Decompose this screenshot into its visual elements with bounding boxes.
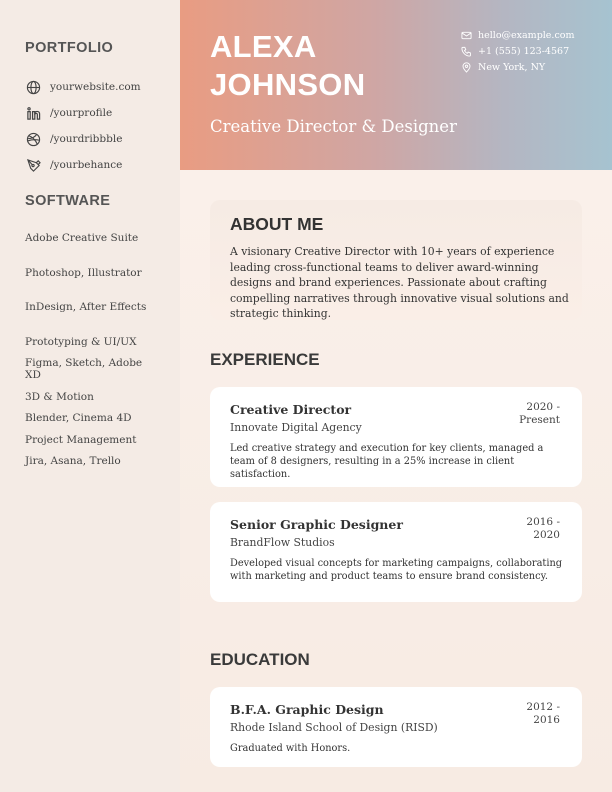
software-heading: SOFTWARE: [25, 193, 111, 209]
experience-title: EXPERIENCE: [210, 350, 320, 369]
education-title: EDUCATION: [210, 650, 310, 669]
company-name: Innovate Digital Agency: [230, 421, 362, 434]
portfolio-link-website[interactable]: [25, 79, 141, 95]
globe-icon: [25, 79, 41, 95]
software-item: Blender, Cinema 4D: [25, 412, 132, 424]
portfolio-link-text: yourwebsite.com: [50, 81, 141, 93]
education-dates: 2012 - 2016: [526, 701, 560, 726]
job-dates: 2020 - Present: [519, 401, 560, 426]
education-card: [210, 687, 582, 767]
software-item: Adobe Creative Suite: [25, 232, 139, 244]
software-item: Prototyping & UI/UX: [25, 336, 137, 348]
portfolio-link-text: /yourprofile: [50, 107, 113, 119]
software-item: InDesign, After Effects: [25, 301, 147, 313]
about-title: ABOUT ME: [230, 214, 324, 234]
candidate-name: ALEXA JOHNSON: [210, 29, 366, 102]
contact-email[interactable]: [460, 28, 575, 42]
phone-icon: [460, 45, 472, 57]
job-description: Developed visual concepts for marketing campaigns, collaborating with marketing and product teams to ensure brand consistency.: [230, 558, 563, 582]
software-item: Photoshop, Illustrator: [25, 267, 142, 279]
degree-title: B.F.A. Graphic Design: [230, 702, 384, 717]
software-item: Figma, Sketch, Adobe XD: [25, 357, 143, 381]
job-dates: 2016 - 2020: [526, 516, 560, 541]
contact-phone[interactable]: [460, 44, 569, 58]
location-pin-icon: [460, 61, 472, 73]
experience-card: [210, 502, 582, 602]
dribbble-icon: [25, 131, 41, 147]
portfolio-link-behance[interactable]: [25, 157, 122, 173]
portfolio-link-text: /yourdribbble: [50, 133, 123, 145]
contact-text: hello@example.com: [478, 29, 575, 41]
school-name: Rhode Island School of Design (RISD): [230, 721, 438, 734]
mail-icon: [460, 29, 472, 41]
job-title: Creative Director: [230, 402, 352, 417]
behance-pen-icon: [25, 157, 41, 173]
job-description: Led creative strategy and execution for key clients, managed a team of 8 designers, resulting in a 25% increase in client satisfaction.: [230, 443, 544, 480]
job-title: Senior Graphic Designer: [230, 517, 403, 532]
portfolio-link-text: /yourbehance: [50, 159, 123, 171]
portfolio-link-dribbble[interactable]: [25, 131, 122, 147]
contact-text: New York, NY: [478, 61, 546, 73]
experience-card: [210, 387, 582, 487]
software-item: Project Management: [25, 434, 137, 446]
portfolio-heading: PORTFOLIO: [25, 40, 114, 56]
about-body: A visionary Creative Director with 10+ years of experience leading cross-functional teams to deliver award-winning designs and brand experiences. Passionate about crafting compelling narratives through innovative visual solutions and strategic thinking.: [230, 245, 569, 320]
contact-location: [460, 60, 545, 74]
contact-text: +1 (555) 123-4567: [478, 45, 570, 57]
candidate-role: Creative Director & Designer: [210, 117, 457, 136]
education-note: Graduated with Honors.: [230, 743, 351, 754]
software-item: 3D & Motion: [25, 391, 94, 403]
company-name: BrandFlow Studios: [230, 536, 335, 549]
software-item: Jira, Asana, Trello: [25, 455, 121, 467]
portfolio-link-linkedin[interactable]: [25, 105, 112, 121]
linkedin-icon: [25, 105, 41, 121]
